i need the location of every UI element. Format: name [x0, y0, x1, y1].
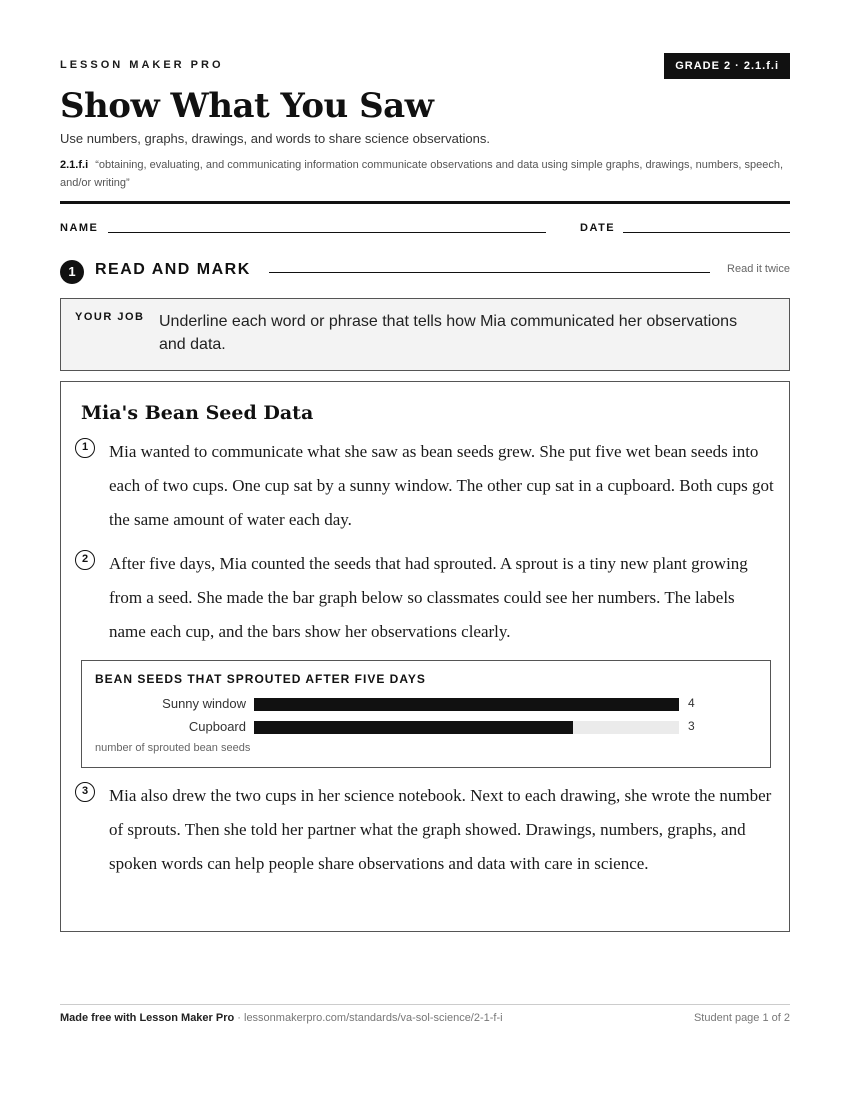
chart-bar: [254, 698, 679, 711]
section-number-badge: 1: [60, 260, 84, 284]
footer-page-number: Student page 1 of 2: [693, 1012, 790, 1024]
paragraph-text: Mia wanted to communicate what she saw as bean seeds grew. She put five wet bean seeds into each of two cups. One cup sat by a sunny window. The other cup sat in a cupboard. Both cups got the same amount of water each day.: [109, 442, 774, 529]
chart-bar-track: [254, 698, 679, 711]
section-divider: [269, 272, 710, 273]
chart-category-label: Cupboard: [188, 719, 246, 734]
section-note: Read it twice: [727, 263, 790, 275]
date-field[interactable]: [623, 232, 790, 233]
paragraph-number: 1: [75, 438, 95, 458]
date-label: DATE: [580, 222, 616, 234]
chart-bar-row: [82, 719, 772, 735]
footer-divider: [60, 1004, 790, 1005]
bar-chart: [81, 660, 771, 768]
page-title: Show What You Saw: [60, 86, 434, 126]
chart-title: BEAN SEEDS THAT SPROUTED AFTER FIVE DAYS: [95, 672, 426, 686]
section-title: READ AND MARK: [95, 261, 251, 278]
section-header: [60, 258, 790, 284]
job-instructions-box: [60, 298, 790, 371]
name-field[interactable]: [108, 232, 546, 233]
chart-value-label: 3: [688, 719, 695, 733]
brand-name: LESSON MAKER PRO: [60, 59, 224, 71]
footer-credit: [60, 1012, 503, 1024]
paragraph-text: After five days, Mia counted the seeds that had sprouted. A sprout is a tiny new plant growing from a seed. She made the bar graph below so classmates could see her numbers. The labels name each cup, and the bars show her observations clearly.: [109, 554, 748, 641]
page-subtitle: Use numbers, graphs, drawings, and words to share science observations.: [60, 131, 490, 146]
grade-badge: GRADE 2 · 2.1.f.i: [664, 53, 790, 79]
worksheet-page: [60, 0, 790, 1100]
header-divider: [60, 201, 790, 204]
chart-bar-track: [254, 721, 679, 734]
footer-made-with: Made free with Lesson Maker Pro: [60, 1012, 235, 1024]
footer-url: · lessonmakerpro.com/standards/va-sol-science/2-1-f-i: [234, 1012, 503, 1024]
paragraph-text: Mia also drew the two cups in her science notebook. Next to each drawing, she wrote the number of sprouts. Then she told her partner what the graph showed. Drawings, numbers, graphs, and spoken words can help people share observations and data with care in science.: [109, 786, 772, 873]
job-text: Underline each word or phrase that tells how Mia communicated her observations and data.: [159, 313, 738, 353]
name-date-row: [60, 222, 790, 238]
standard-text: “obtaining, evaluating, and communicating information communicate observations and data using simple graphs, drawings, numbers, speech, and/or writing”: [60, 159, 784, 189]
chart-value-label: 4: [688, 696, 695, 710]
chart-axis-caption: number of sprouted bean seeds: [95, 742, 251, 754]
standard-description: [60, 156, 790, 192]
chart-category-label: Sunny window: [162, 696, 246, 711]
standard-code: 2.1.f.i: [60, 159, 89, 171]
paragraph-number: 3: [75, 782, 95, 802]
paragraph-number: 2: [75, 550, 95, 570]
name-label: NAME: [60, 222, 99, 234]
chart-bar-row: [82, 696, 772, 712]
passage-title: Mia's Bean Seed Data: [81, 402, 314, 424]
job-label: YOUR JOB: [75, 311, 145, 323]
reading-passage: [60, 381, 790, 932]
chart-bar: [254, 721, 573, 734]
